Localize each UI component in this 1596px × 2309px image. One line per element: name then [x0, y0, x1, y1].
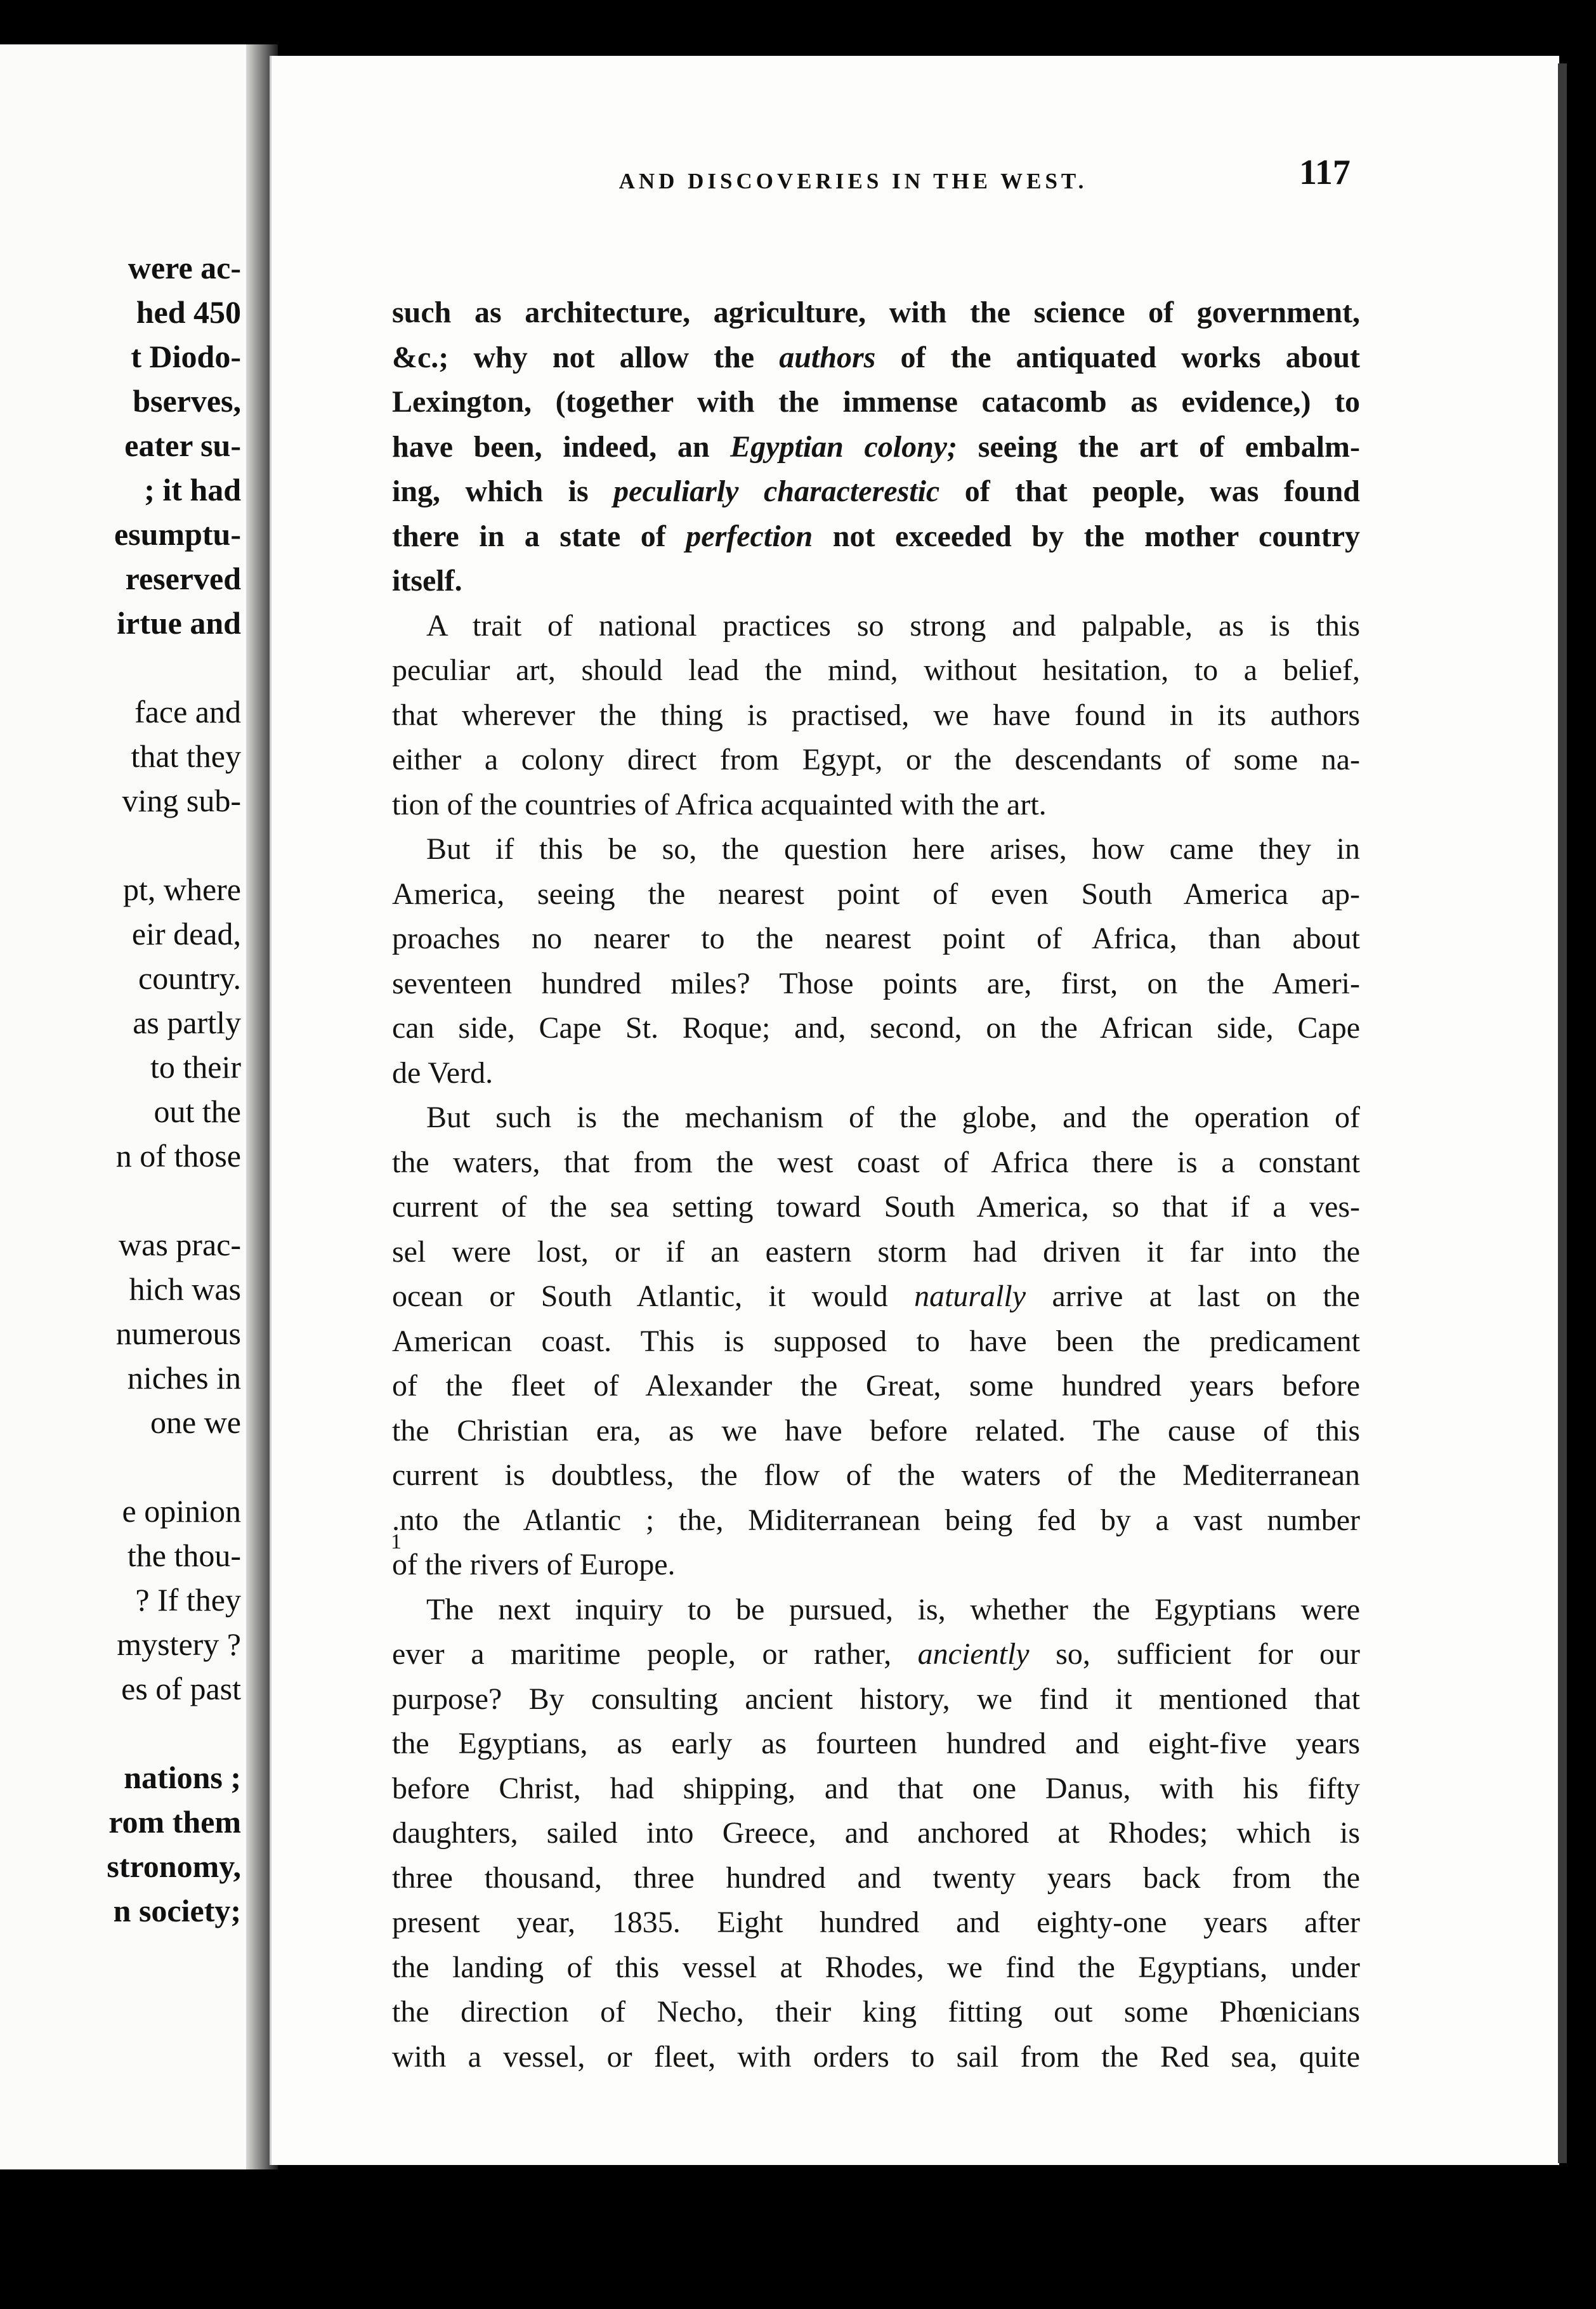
text-run: such as architecture, agriculture, with the science of government, — [392, 296, 1360, 329]
left-page-fragment: e opinion — [122, 1493, 241, 1529]
left-page-fragment: n of those — [115, 1138, 241, 1174]
left-page-fragment: hich was — [129, 1271, 241, 1307]
body-line — [392, 559, 1360, 603]
body-line — [392, 336, 1360, 380]
left-page-fragment: ; it had — [144, 472, 241, 507]
body-line — [392, 1185, 1360, 1229]
body-line — [392, 1811, 1360, 1855]
left-page-fragment: reserved — [125, 561, 241, 596]
page-number: 117 — [1299, 153, 1351, 192]
left-page-fragment: rom them — [108, 1804, 241, 1840]
left-page-fragment: one we — [150, 1404, 241, 1440]
left-page-fragment: nations ; — [124, 1760, 241, 1795]
left-page-fragment: es of past — [121, 1671, 241, 1706]
text-run: that wherever the thing is practised, we have found in its authors — [392, 698, 1360, 732]
left-page-fragment: pt, where — [122, 872, 241, 907]
text-run: can side, Cape St. Roque; and, second, on the African side, Cape — [392, 1011, 1360, 1045]
body-line — [392, 380, 1360, 424]
body-line — [392, 2035, 1360, 2079]
body-line — [392, 1364, 1360, 1408]
text-run: .nto the Atlantic ; the, Miditerranean being fed by a vast number — [392, 1503, 1360, 1537]
left-page-fragment: numerous — [115, 1316, 241, 1351]
body-line — [426, 1096, 1360, 1140]
left-page-fragment: ving sub- — [122, 783, 241, 818]
text-run: of the rivers of Europe. — [392, 1548, 676, 1581]
body-line — [392, 1767, 1360, 1811]
text-run: tion of the countries of Africa acquainted with the art. — [392, 787, 1047, 821]
text-run: current of the sea setting toward South America, so that if a ves- — [392, 1190, 1360, 1224]
text-run: either a colony direct from Egypt, or the descendants of some na- — [392, 743, 1360, 776]
left-page-fragment: eater su- — [124, 428, 241, 463]
body-line — [426, 604, 1360, 648]
left-page-fragment: were ac- — [128, 250, 241, 285]
body-line — [392, 1856, 1360, 1900]
text-run: &c.; why not allow the — [392, 340, 780, 374]
text-run: itself. — [392, 564, 462, 598]
italic-phrase: peculiarly characterestic — [613, 474, 940, 508]
text-run: of the antiquated works about — [875, 340, 1360, 374]
page-edge — [1558, 63, 1567, 2163]
text-run: not exceeded by the mother country — [813, 519, 1360, 553]
margin-marker: 1 — [391, 1530, 402, 1554]
text-run: three thousand, three hundred and twenty years back from the — [392, 1861, 1360, 1895]
body-line — [392, 469, 1360, 514]
italic-phrase: naturally — [914, 1279, 1026, 1313]
body-line — [392, 1274, 1360, 1319]
text-run: America, seeing the nearest point of even South America ap- — [392, 877, 1360, 911]
left-page-fragment: out the — [154, 1094, 241, 1129]
left-page-fragment: n society; — [113, 1893, 241, 1928]
text-run: the landing of this vessel at Rhodes, we find the Egyptians, under — [392, 1950, 1360, 1984]
body-line — [392, 1409, 1360, 1453]
text-run: of that people, was found — [939, 474, 1360, 508]
text-run: with a vessel, or fleet, with orders to sail from the Red sea, quite — [392, 2039, 1360, 2074]
body-line — [426, 827, 1360, 872]
left-page-fragment: to their — [150, 1049, 241, 1085]
body-line — [392, 425, 1360, 469]
left-page-fragment: esumptu- — [114, 516, 241, 552]
left-page-fragment: country. — [138, 960, 241, 996]
left-page-fragment: hed 450 — [136, 294, 241, 330]
body-line — [392, 872, 1360, 917]
text-run: de Verd. — [392, 1056, 494, 1090]
text-run: the direction of Necho, their king fitting out some Phœnicians — [392, 1995, 1360, 2029]
text-run: American coast. This is supposed to have been the predicament — [392, 1324, 1360, 1358]
italic-phrase: Egyptian colony; — [730, 429, 958, 464]
text-run: so, sufficient for our — [1029, 1637, 1361, 1671]
left-page-fragment: was prac- — [119, 1227, 241, 1262]
left-page-fragment: bserves, — [133, 383, 241, 419]
text-run: But if this be so, the question here arises, how came they in — [426, 832, 1360, 866]
text-run: purpose? By consulting ancient history, we find it mentioned that — [392, 1682, 1360, 1716]
body-line — [392, 1051, 1360, 1096]
left-page-fragment: ? If they — [135, 1582, 241, 1618]
left-page — [0, 44, 249, 2169]
body-line — [426, 1588, 1360, 1632]
body-line — [392, 291, 1360, 335]
text-run: have been, indeed, an — [392, 429, 731, 464]
text-run: the waters, that from the west coast of Africa there is a constant — [392, 1145, 1360, 1179]
body-line — [392, 1990, 1360, 2034]
text-run: The next inquiry to be pursued, is, whether the Egyptians were — [426, 1592, 1360, 1626]
body-line — [392, 1632, 1360, 1677]
left-page-fragment: that they — [131, 738, 241, 774]
left-page-fragment: eir dead, — [131, 916, 241, 952]
text-run: ever a maritime people, or rather, — [392, 1637, 918, 1671]
text-run: there in a state of — [392, 519, 686, 553]
text-run: current is doubtless, the flow of the waters of the Mediterranean — [392, 1458, 1360, 1492]
text-run: A trait of national practices so strong and palpable, as is this — [426, 608, 1360, 643]
text-run: arrive at last on the — [1026, 1279, 1360, 1313]
body-line — [392, 783, 1360, 827]
body-line — [392, 1319, 1360, 1364]
italic-phrase: authors — [779, 340, 876, 374]
text-run: ing, which is — [392, 474, 614, 508]
body-line — [392, 917, 1360, 961]
text-run: But such is the mechanism of the globe, and the operation of — [426, 1101, 1360, 1134]
text-run: the Christian era, as we have before related. The cause of this — [392, 1413, 1360, 1448]
left-page-fragment: irtue and — [117, 605, 241, 641]
text-run: proaches no nearer to the nearest point of Africa, than about — [392, 922, 1360, 955]
body-line — [392, 1677, 1360, 1722]
body-line — [392, 1722, 1360, 1766]
body-line — [392, 1946, 1360, 1990]
text-run: ocean or South Atlantic, it would — [392, 1279, 915, 1313]
body-line — [392, 1498, 1360, 1543]
left-page-fragment: the thou- — [127, 1538, 241, 1573]
text-run: of the fleet of Alexander the Great, some hundred years before — [392, 1369, 1360, 1403]
running-head: AND DISCOVERIES IN THE WEST. — [618, 169, 1088, 193]
text-run: seeing the art of embalm- — [957, 429, 1361, 464]
text-run: daughters, sailed into Greece, and anchored at Rhodes; which is — [392, 1816, 1360, 1850]
text-run: the Egyptians, as early as fourteen hundred and eight-five years — [392, 1727, 1360, 1760]
left-page-fragment: as partly — [133, 1005, 241, 1040]
body-line — [392, 962, 1360, 1006]
left-page-fragment: mystery ? — [117, 1626, 241, 1662]
body-line — [392, 514, 1360, 559]
body-line — [392, 1141, 1360, 1185]
text-run: present year, 1835. Eight hundred and eighty-one years after — [392, 1906, 1360, 1939]
body-line — [392, 1453, 1360, 1498]
text-run: sel were lost, or if an eastern storm had driven it far into the — [392, 1234, 1360, 1269]
text-run: peculiar art, should lead the mind, without hesitation, to a belief, — [392, 653, 1360, 687]
body-line — [392, 1006, 1360, 1050]
text-run: seventeen hundred miles? Those points are, first, on the Ameri- — [392, 966, 1360, 1000]
text-run: before Christ, had shipping, and that one Danus, with his fifty — [392, 1771, 1360, 1805]
body-line — [392, 1230, 1360, 1274]
body-line — [392, 648, 1360, 693]
left-page-fragment: stronomy, — [107, 1848, 241, 1884]
left-page-fragment: t Diodo- — [131, 339, 241, 374]
body-line — [392, 693, 1360, 738]
italic-phrase: anciently — [917, 1637, 1030, 1671]
left-page-fragment: face and — [134, 694, 241, 729]
body-line — [392, 1900, 1360, 1945]
body-line — [392, 738, 1360, 782]
italic-phrase: perfection — [686, 519, 813, 553]
body-line — [392, 1543, 1360, 1587]
left-page-fragment: niches in — [127, 1360, 241, 1396]
text-run: Lexington, (together with the immense catacomb as evidence,) to — [392, 385, 1360, 419]
